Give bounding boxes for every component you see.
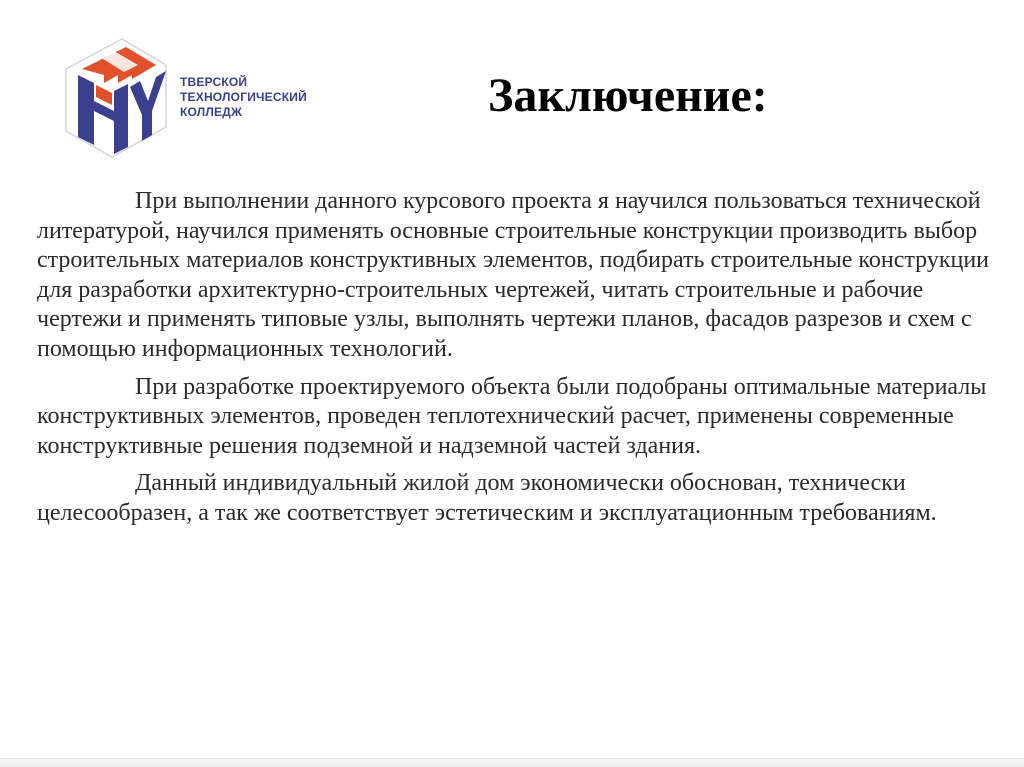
college-name-line: КОЛЛЕДЖ <box>180 105 242 119</box>
paragraph: При разработке проектируемого объекта были подобраны оптимальные материалы конструктивных элементов, проведен теплотехнический расчет, применены современные конструктивные решения подземной и надземной частей здания. <box>37 373 987 459</box>
slide-bottom-edge <box>0 758 1024 767</box>
college-name-line: ТВЕРСКОЙ <box>180 75 248 89</box>
conclusion-text <box>37 187 997 529</box>
college-emblem-icon <box>60 35 172 165</box>
college-name-line: ТЕХНОЛОГИЧЕСКИЙ <box>180 90 307 104</box>
slide-title: Заключение: <box>488 69 768 122</box>
paragraph: Данный индивидуальный жилой дом экономически обоснован, технически целесообразен, а так же соответствует эстетическим и эксплуатационным требованиям. <box>37 470 937 526</box>
college-logo <box>60 35 360 165</box>
college-name <box>180 75 307 120</box>
paragraph: При выполнении данного курсового проекта я научился пользоваться технической литературой, научился применять основные строительные конструкции производить выбор строительных материалов конструктивных элементов, подбирать строительные конструкции для разработки архитектурно-строительных чертежей, читать строительные и рабочие чертежи и применять типовые узлы, выполнять чертежи планов, фасадов разрезов и схем с помощью информационных технологий. <box>37 188 990 362</box>
